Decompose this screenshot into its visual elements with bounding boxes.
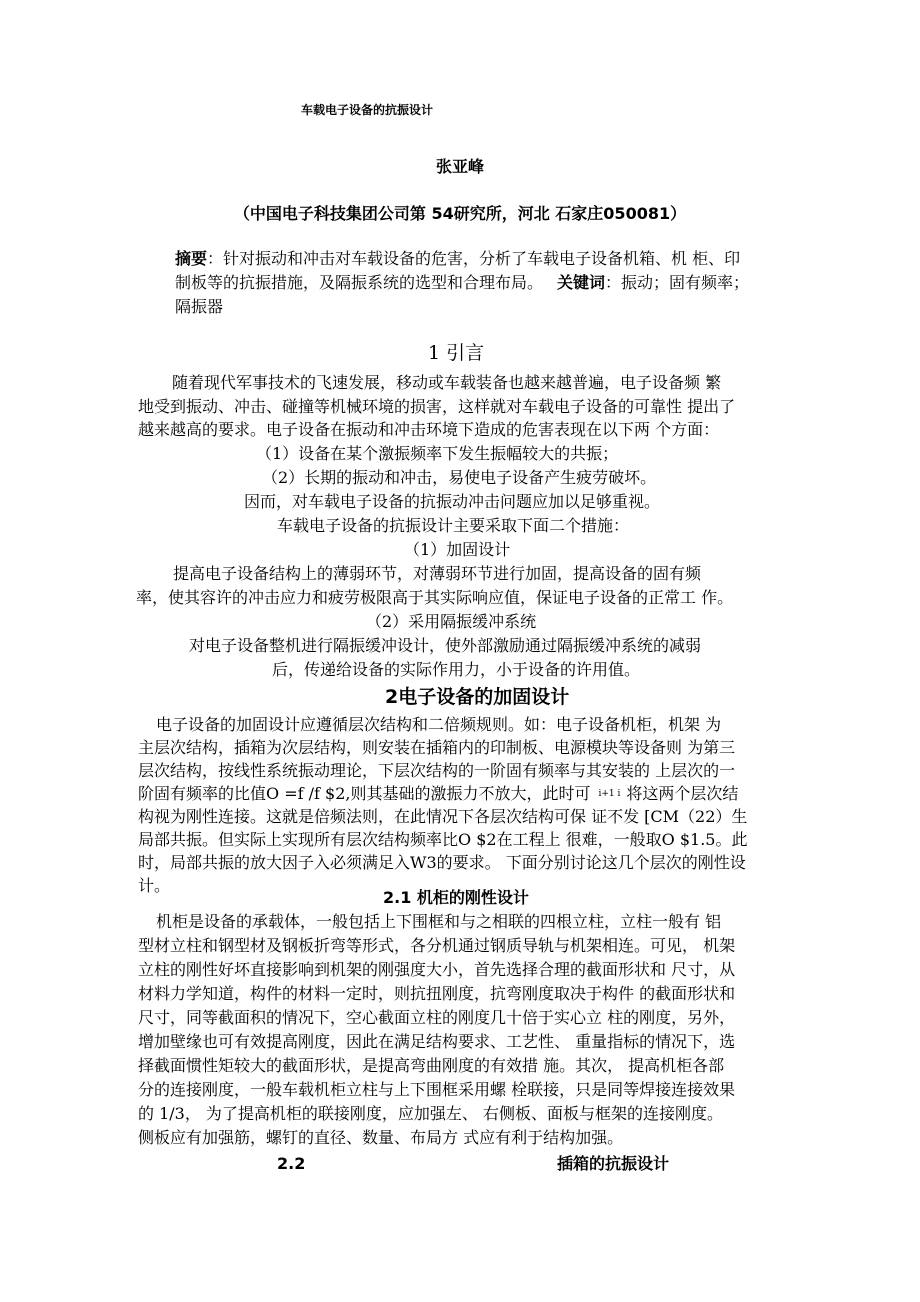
section-2-2-title: 插箱的抗振设计 [557, 1154, 670, 1173]
paragraph-line: 时，局部共振的放大因子入必须满足入W3的要求。 下面分别讨论这几个层次的刚性设 [138, 853, 746, 872]
abstract-line-1: 摘要：针对振动和冲击对车载设备的危害，分析了车载电子设备机箱、机 柜、印 [175, 249, 741, 268]
section-2-1-heading: 2.1 机柜的刚性设计 [383, 888, 529, 907]
paragraph-line: 越来越高的要求。电子设备在振动和冲击环境下造成的危害表现在以下两 个方面： [138, 420, 720, 439]
abstract-line-2: 制板等的抗振措施，及隔振系统的选型和合理布局。 关键词：振动；固有频率； [175, 273, 750, 292]
author-affiliation: （中国电子科技集团公司第 54研究所，河北 石家庄050081） [233, 204, 687, 223]
paragraph-line: 计。 [138, 876, 171, 895]
subscript-text: i+1 i [598, 789, 621, 799]
paragraph-line: 随着现代军事技术的飞速发展，移动或车载装备也越来越普遍，电子设备频 繁 [172, 373, 722, 392]
keywords-label: 关键词 [557, 273, 606, 292]
document-title: 车载电子设备的抗振设计 [301, 103, 434, 117]
paragraph-line: 机柜是设备的承载体，一般包括上下围框和与之相联的四根立柱，立柱一般有 铝 [156, 912, 722, 931]
paragraph-line: 增加壁缘也可有效提高刚度，因此在满足结构要求、工艺性、 重量指标的情况下，选 [138, 1032, 736, 1051]
paragraph-line: 分的连接刚度，一般车载机柜立柱与上下围框采用螺 栓联接，只是同等焊接连接效果 [138, 1080, 736, 1099]
paragraph-line: 提高电子设备结构上的薄弱环节，对薄弱环节进行加固，提高设备的固有频 [173, 564, 702, 583]
paragraph-line: 对电子设备整机进行隔振缓冲设计，使外部激励通过隔振缓冲系统的减弱 [189, 636, 702, 655]
paragraph-line: 尺寸，同等截面积的情况下，空心截面立柱的刚度几十倍于实心立 柱的刚度，另外， [138, 1008, 736, 1027]
paragraph-line: 局部共振。但实际上实现所有层次结构频率比O $2在工程上 很难，一般取O $1.5。此 [138, 830, 748, 849]
paragraph-line: 车载电子设备的抗振设计主要采取下面二个措施： [277, 516, 630, 535]
paragraph-line: 层次结构，按线性系统振动理论，下层次结构的一阶固有频率与其安装的 上层次的一 [138, 761, 736, 780]
paragraph-line: 因而，对车载电子设备的抗振动冲击问题应加以足够重视。 [244, 492, 661, 511]
abstract-line-3: 隔振器 [175, 297, 224, 316]
section-2-heading: 2电子设备的加固设计 [385, 686, 570, 708]
paragraph-line: 材料力学知道，构件的材料一定时，则抗扭刚度，抗弯刚度取决于构件 的截面形状和 [138, 984, 736, 1003]
section-2-2-number: 2.2 [277, 1154, 306, 1173]
paragraph-line: （1）加固设计 [404, 540, 511, 559]
paragraph-line: 主层次结构，插箱为次层结构，则安装在插箱内的印制板、电源模块等设备则 为第三 [138, 738, 736, 757]
author-name: 张亚峰 [435, 157, 484, 176]
paragraph-line: （2）长期的振动和冲击，易使电子设备产生疲劳破坏。 [262, 468, 657, 487]
paragraph-line: 的 1/3， 为了提高机柜的联接刚度，应加强左、 右侧板、面板与框架的连接刚度。 [138, 1104, 724, 1123]
paragraph-line: 率，使其容许的冲击应力和疲劳极限高于其实际响应值，保证电子设备的正常工 作。 [136, 588, 734, 607]
paragraph-line: 型材立柱和钢型材及钢板折弯等形式，各分机通过钢质导轨与机架相连。可见， 机架 [138, 936, 736, 955]
paragraph-line: 择截面惯性矩较大的截面形状，是提高弯曲刚度的有效措 施。其次， 提高机柜各部 [138, 1056, 725, 1075]
abstract-label: 摘要 [175, 249, 208, 268]
section-1-heading: 1 引言 [428, 342, 485, 364]
paragraph-line: （2）采用隔振缓冲系统 [366, 612, 537, 631]
paragraph-line: 构视为刚性连接。这就是倍频法则，在此情况下各层次结构可保 证不发 [CM（22）生 [138, 807, 748, 826]
paragraph-line: （1）设备在某个激振频率下发生振幅较大的共振； [256, 444, 619, 463]
paragraph-line: 电子设备的加固设计应遵循层次结构和二倍频规则。如：电子设备机柜，机架 为 [156, 715, 722, 734]
paragraph-line: 后，传递给设备的实际作用力，小于设备的许用值。 [272, 660, 641, 679]
paragraph-line: 侧板应有加强筋，螺钉的直径、数量、布局方 式应有利于结构加强。 [138, 1128, 624, 1147]
paragraph-line: 阶固有频率的比值O =f /f $2,则其基础的激振力不放大，此时可 i+1 i 将这两个层次结 [138, 784, 739, 803]
paragraph-line: 立柱的刚性好坏直接影响到机架的刚强度大小，首先选择合理的截面形状和 尺寸，从 [138, 960, 736, 979]
paragraph-line: 地受到振动、冲击、碰撞等机械环境的损害，这样就对车载电子设备的可靠性 提出了 [138, 397, 736, 416]
